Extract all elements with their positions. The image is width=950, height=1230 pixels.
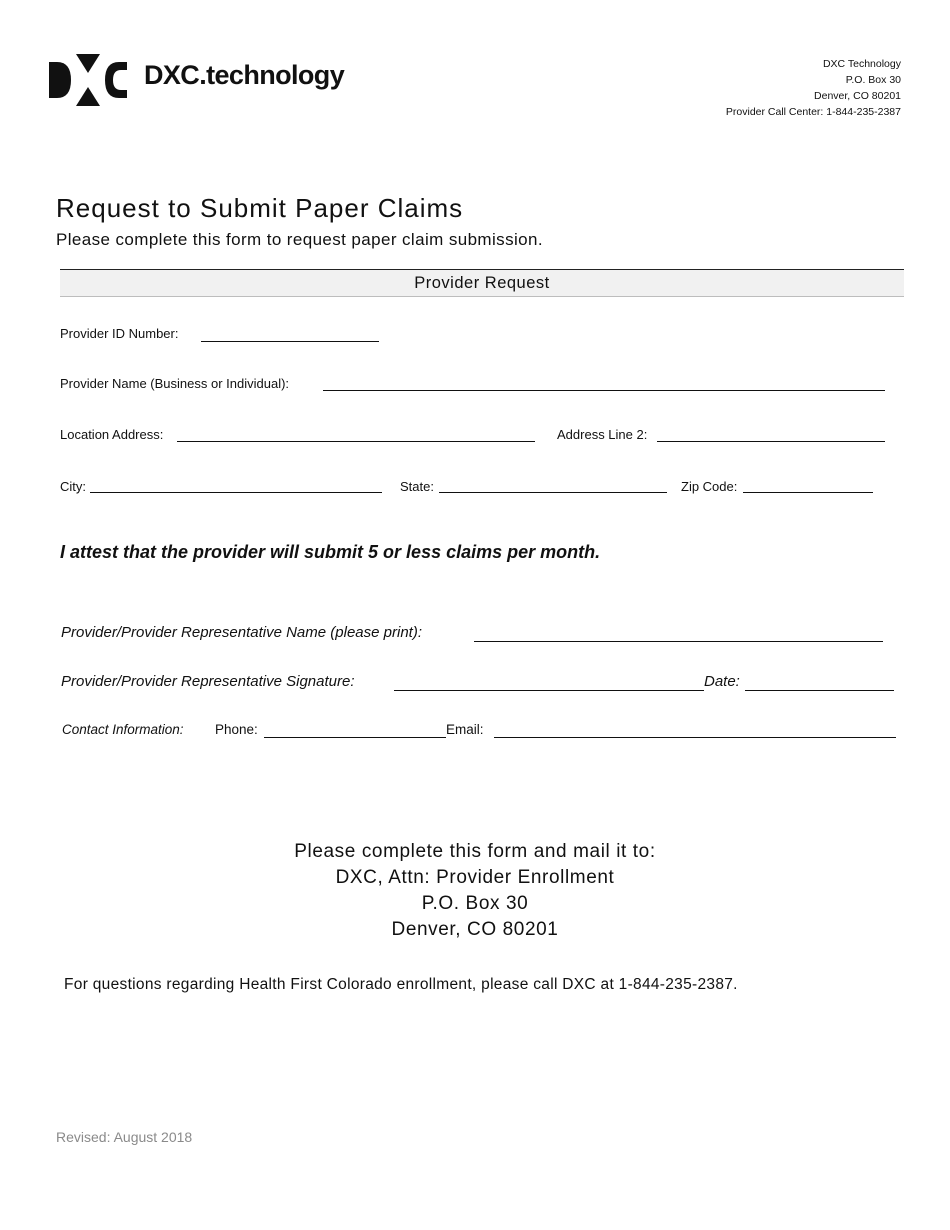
email-field[interactable] <box>494 737 896 738</box>
state-label: State: <box>400 479 434 494</box>
call-center: Provider Call Center: 1-844-235-2387 <box>725 106 901 118</box>
address-line-2-label: Address Line 2: <box>557 427 648 442</box>
revised-date: Revised: August 2018 <box>56 1129 193 1145</box>
company-po-box: P.O. Box 30 <box>845 74 901 86</box>
state-field[interactable] <box>439 492 667 493</box>
provider-id-label: Provider ID Number: <box>60 326 179 341</box>
date-field[interactable] <box>745 690 894 691</box>
email-label: Email: <box>446 722 484 737</box>
zip-field[interactable] <box>743 492 873 493</box>
location-address-label: Location Address: <box>60 427 164 442</box>
mail-line-3: P.O. Box 30 <box>421 893 529 914</box>
location-address-field[interactable] <box>177 441 535 442</box>
city-field[interactable] <box>90 492 382 493</box>
mail-line-2: DXC, Attn: Provider Enrollment <box>335 867 615 888</box>
contact-info-label: Contact Information: <box>62 722 184 737</box>
provider-name-field[interactable] <box>323 390 885 391</box>
rep-signature-label: Provider/Provider Representative Signature: <box>61 673 355 690</box>
logo-wordmark: DXC.technology <box>144 60 345 90</box>
section-title: Provider Request <box>414 274 550 292</box>
company-city: Denver, CO 80201 <box>814 90 901 102</box>
questions-note: For questions regarding Health First Colorado enrollment, please call DXC at 1-844-235-2387. <box>64 976 738 993</box>
zip-label: Zip Code: <box>681 479 738 494</box>
mail-line-1: Please complete this form and mail it to: <box>294 841 656 862</box>
rep-name-label: Provider/Provider Representative Name (please print): <box>61 624 422 641</box>
provider-name-label: Provider Name (Business or Individual): <box>60 376 290 391</box>
provider-id-field[interactable] <box>201 341 379 342</box>
address-line-2-field[interactable] <box>657 441 885 442</box>
section-header <box>60 269 904 297</box>
company-address-block <box>726 56 901 120</box>
date-label: Date: <box>704 673 740 690</box>
form-subtitle: Please complete this form to request paper claim submission. <box>56 230 543 249</box>
mail-line-4: Denver, CO 80201 <box>391 919 559 940</box>
form-title: Request to Submit Paper Claims <box>56 193 464 223</box>
mail-instructions <box>0 839 950 943</box>
phone-label: Phone: <box>215 722 258 737</box>
attestation-statement: I attest that the provider will submit 5 or less claims per month. <box>60 542 601 562</box>
company-name: DXC Technology <box>822 58 901 70</box>
dxc-logo-icon <box>49 54 127 106</box>
rep-signature-field[interactable] <box>394 690 704 691</box>
rep-name-field[interactable] <box>474 641 883 642</box>
phone-field[interactable] <box>264 737 446 738</box>
city-label: City: <box>60 479 86 494</box>
